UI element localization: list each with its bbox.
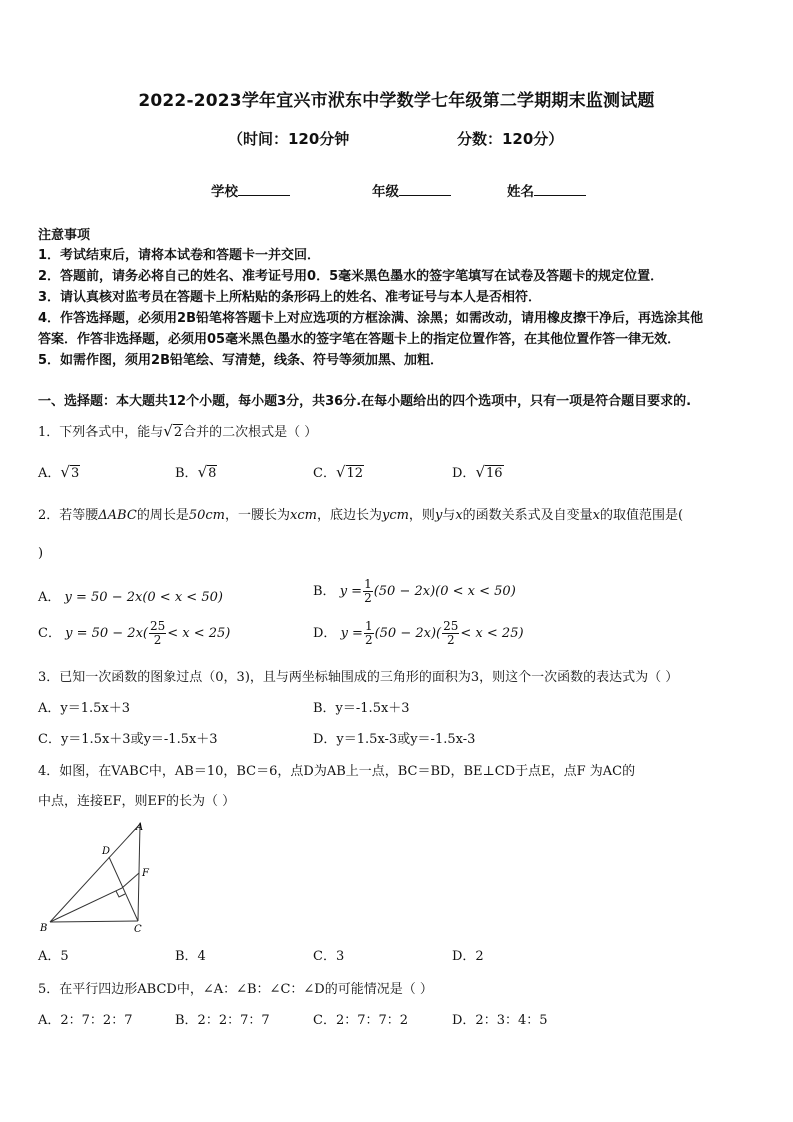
q4-figure [36, 818, 156, 936]
name-field [507, 180, 586, 200]
q4-option-d[interactable]: D．2 [452, 949, 484, 964]
q3-option-b[interactable]: B．y＝-1.5x＋3 [313, 701, 410, 716]
note-item: 1．考试结束后，请将本试卷和答题卡一并交回． [38, 248, 321, 263]
school-blank [238, 181, 290, 196]
question-4-line2: 中点，连接EF，则EF的长为（ ） [38, 794, 236, 809]
segment-cd [109, 857, 138, 921]
question-1: 1．下列各式中，能与√2合并的二次根式是（ ） [38, 422, 318, 440]
q5-option-b[interactable]: B．2：2：7：7 [175, 1013, 270, 1028]
segment-be [50, 888, 122, 922]
grade-field [372, 180, 451, 200]
note-item: 3．请认真核对监考员在答题卡上所粘贴的条形码上的姓名、准考证号与本人是否相符． [38, 290, 542, 305]
q2-option-c[interactable]: C． y = 50 − 2x( $\frac{25}{2}$ < x < 25) [38, 619, 231, 647]
segment-bc [50, 921, 138, 922]
q2-option-b[interactable]: B． y = $\frac{1}{2}$ (50 − 2x)(0 < x < 50) [313, 577, 516, 605]
q1-option-c[interactable]: C．√12 [313, 463, 364, 481]
exam-score: 分数：120分） [457, 130, 564, 148]
school-label: 学校 [211, 184, 238, 200]
notes-heading: 注意事项 [38, 228, 91, 243]
q1-radicand: 2 [173, 425, 183, 440]
q4-option-a[interactable]: A．5 [38, 949, 69, 964]
q3-option-c[interactable]: C．y＝1.5x＋3或y＝-1.5x＋3 [38, 732, 218, 747]
section-heading: 一、选择题：本大题共12个小题，每小题3分，共36分.在每小题给出的四个选项中，只有一项是符合题目要求的. [38, 394, 692, 409]
label-f: F [142, 868, 149, 879]
q4-option-b[interactable]: B．4 [175, 949, 206, 964]
label-d: D [102, 846, 111, 857]
label-a: A [136, 822, 144, 833]
q1-option-b[interactable]: B．√8 [175, 463, 217, 481]
q5-option-a[interactable]: A．2：7：2：7 [38, 1013, 133, 1028]
page-title: 2022-2023学年宜兴市洑东中学数学七年级第二学期期末监测试题 [138, 91, 655, 111]
label-c: C [134, 924, 142, 935]
q3-option-a[interactable]: A．y＝1.5x＋3 [38, 701, 131, 716]
question-3: 3．已知一次函数的图象过点（0，3)，且与两坐标轴围成的三角形的面积为3，则这个一次函数的表达式为（ ） [38, 670, 679, 685]
question-2: 2．若等腰ΔABC的周长是50cm，一腰长为xcm，底边长为ycm，则y与x的函数关系式及自变量x的取值范围是( [38, 508, 684, 523]
grade-blank [399, 181, 451, 196]
q1-text-pre: 1．下列各式中，能与 [38, 425, 164, 440]
note-item: 5．如需作图，须用2B铅笔绘、写清楚，线条、符号等须加黑、加粗． [38, 353, 443, 368]
grade-label: 年级 [372, 184, 399, 200]
question-4: 4．如图，在VABC中，AB＝10，BC＝6，点D为AB上一点，BC＝BD，BE⊥CD于点E，点F 为AC的 [38, 764, 636, 779]
question-2-line2: ) [38, 546, 44, 561]
q1-option-a[interactable]: A．√3 [38, 463, 80, 481]
q5-option-d[interactable]: D．2：3：4：5 [452, 1013, 548, 1028]
exam-time: （时间：120分钟 [228, 130, 350, 148]
question-5: 5．在平行四边形ABCD中，∠A：∠B：∠C：∠D的可能情况是（ ） [38, 982, 433, 997]
q5-option-c[interactable]: C．2：7：7：2 [313, 1013, 409, 1028]
name-label: 姓名 [507, 184, 534, 200]
q2-option-d[interactable]: D． y = $\frac{1}{2}$ (50 − 2x)( $\frac{25}{2}$ < x < 25) [313, 619, 524, 647]
segment-ab [50, 824, 140, 922]
q1-text-post: 合并的二次根式是（ ） [183, 425, 318, 440]
note-item: 2．答题前，请务必将自己的姓名、准考证号用0．5毫米黑色墨水的签字笔填写在试卷及答题卡的规定位置． [38, 269, 664, 284]
note-item: 答案．作答非选择题，必须用05毫米黑色墨水的签字笔在答题卡上的指定位置作答，在其他位置作答一律无效． [38, 332, 681, 347]
q1-option-d[interactable]: D．√16 [452, 463, 503, 481]
school-field [211, 180, 290, 200]
label-b: B [40, 923, 48, 934]
q3-option-d[interactable]: D．y＝1.5x-3或y＝-1.5x-3 [313, 732, 476, 747]
q4-option-c[interactable]: C．3 [313, 949, 345, 964]
note-item: 4．作答选择题，必须用2B铅笔将答题卡上对应选项的方框涂满、涂黑；如需改动，请用橡皮擦干净后，再选涂其他 [38, 311, 704, 326]
segment-ef [122, 873, 139, 888]
name-blank [534, 181, 586, 196]
right-angle-mark [116, 891, 125, 897]
segment-ac [138, 824, 140, 921]
q2-option-a[interactable]: A． y = 50 − 2x(0 < x < 50) [38, 590, 223, 605]
